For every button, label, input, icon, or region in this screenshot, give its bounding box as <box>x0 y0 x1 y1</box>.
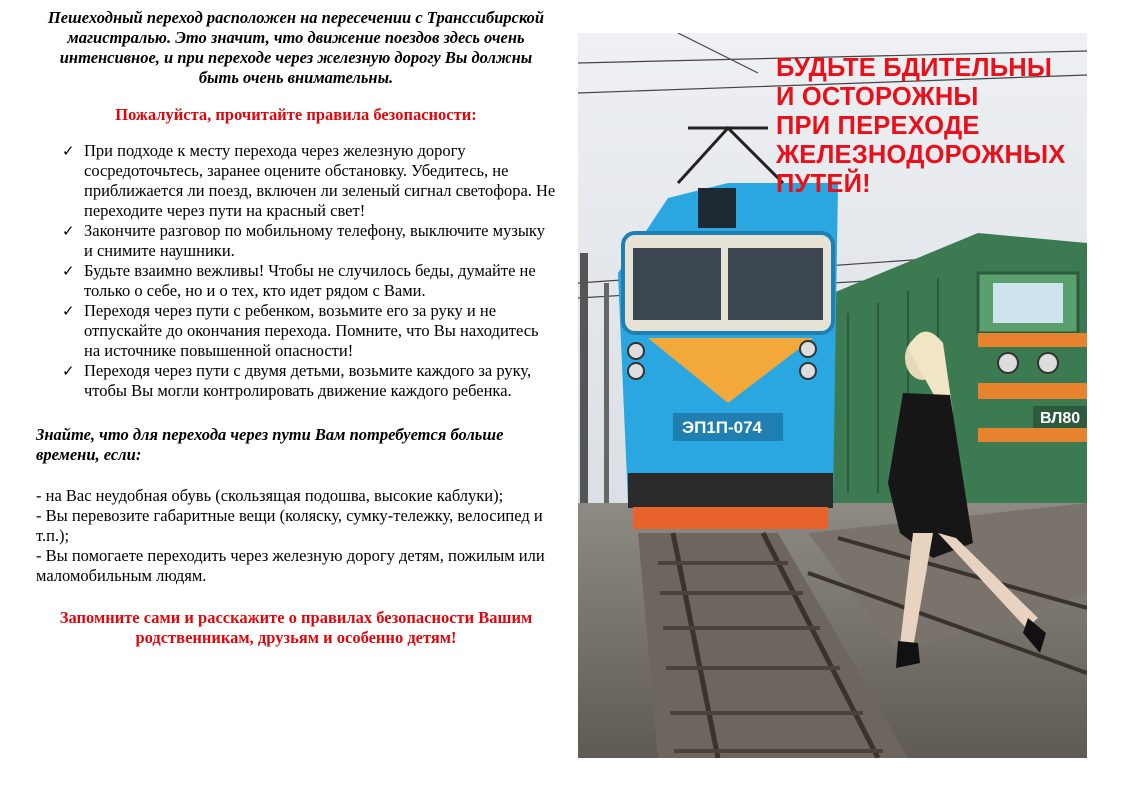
slogan-line: И ОСТОРОЖНЫ <box>776 83 979 111</box>
loco-number: ЭП1П-074 <box>682 418 763 437</box>
intro-paragraph: Пешеходный переход расположен на пересечении с Транссибирской магистралью. Это значит, что движение поездов здесь очень интенсивное, и при переходе через железную дорогу Вы должны быть очень внимательны. <box>47 8 545 87</box>
know-heading: Знайте, что для перехода через пути Вам потребуется больше времени, если: <box>36 425 504 464</box>
pole <box>580 253 588 513</box>
list-item: - Вы перевозите габаритные вещи (коляску, сумку-тележку, велосипед и т.п.); <box>36 506 543 545</box>
slogan-line: ПРИ ПЕРЕХОДЕ <box>776 112 980 140</box>
rules-list <box>36 141 556 401</box>
list-item: - Вы помогаете переходить через железную дорогу детям, пожилым или маломобильным людям. <box>36 546 545 585</box>
loco-number-2: ВЛ80 <box>1040 410 1081 427</box>
list-item: - на Вас неудобная обувь (скользящая подошва, высокие каблуки); <box>36 486 504 505</box>
list-item: ✓ Закончите разговор по мобильному телефону, выключите музыку и снимите наушники. <box>62 221 545 260</box>
check-icon: ✓ <box>62 362 75 380</box>
slogan <box>776 54 1076 199</box>
check-icon: ✓ <box>62 262 75 280</box>
slogan-line: ПУТЕЙ! <box>776 170 871 198</box>
check-icon: ✓ <box>62 222 75 240</box>
list-item: ✓ Переходя через пути с двумя детьми, возьмите каждого за руку, чтобы Вы могли контролировать движение каждого ребенка. <box>62 361 532 400</box>
text-column <box>36 8 556 648</box>
conditions-list <box>36 486 556 586</box>
rules-heading: Пожалуйста, прочитайте правила безопасности: <box>115 105 477 124</box>
list-item: ✓ Будьте взаимно вежливы! Чтобы не случилось беды, думайте не только о себе, но и о тех, кто идет рядом с Вами. <box>62 261 536 300</box>
pole <box>604 283 609 513</box>
list-item: ✓ При подходе к месту перехода через железную дорогу сосредоточьтесь, заранее оцените обстановку. Убедитесь, не приближается ли поезд, включен ли зеленый сигнал светофора. Не переходите через пути на красный свет! <box>62 141 556 220</box>
list-item: ✓ Переходя через пути с ребенком, возьмите его за руку и не отпускайте до окончания перехода. Помните, что Вы находитесь на источнике повышенной опасности! <box>62 301 539 360</box>
slogan-line: ЖЕЛЕЗНОДОРОЖНЫХ <box>776 141 1066 169</box>
closing-note: Запомните сами и расскажите о правилах безопасности Вашим родственникам, друзьям и особенно детям! <box>59 608 533 647</box>
check-icon: ✓ <box>62 302 75 320</box>
slogan-line: БУДЬТЕ БДИТЕЛЬНЫ <box>776 54 1053 82</box>
check-icon: ✓ <box>62 142 75 160</box>
